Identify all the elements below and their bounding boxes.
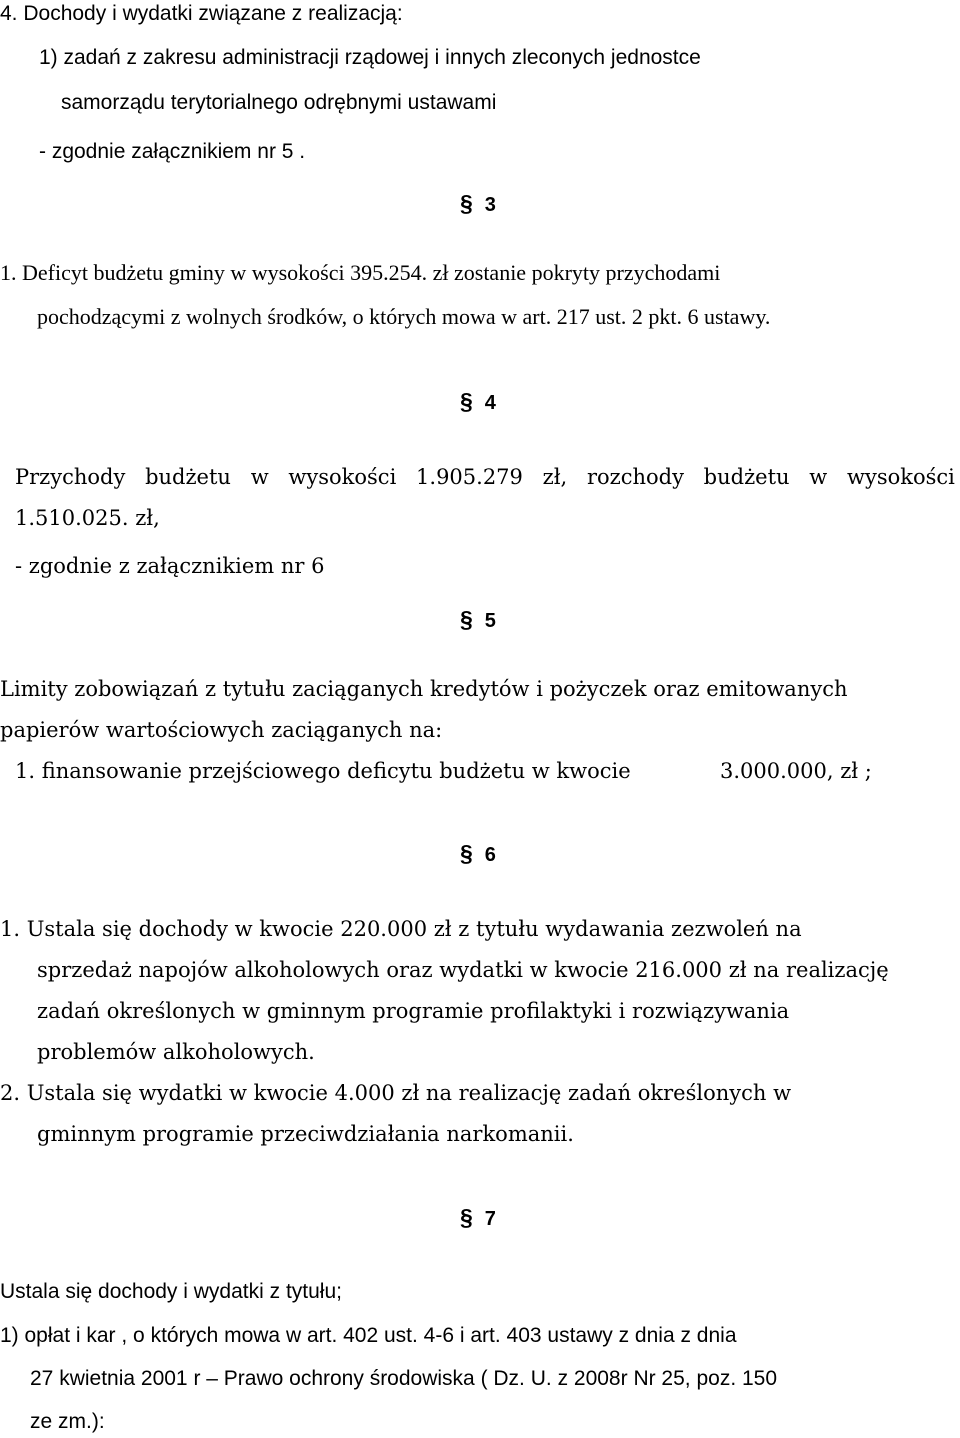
- item-4-sub-1-line-1: 1) zadań z zakresu administracji rządowej i innych zleconych jednostce: [39, 46, 701, 69]
- section-3-line-2: pochodzącymi z wolnych środków, o których mowa w art. 217 ust. 2 pkt. 6 ustawy.: [37, 304, 771, 329]
- section-sign-icon: §: [460, 388, 473, 414]
- section-4-line-1: [15, 467, 955, 488]
- section-6-item-2-line-1: 2. Ustala się wydatki w kwocie 4.000 zł na realizację zadań określonych w: [0, 1081, 792, 1105]
- section-sign-icon: §: [460, 840, 473, 866]
- section-3-heading: [460, 192, 496, 215]
- section-4-line-2: 1.510.025. zł,: [15, 506, 160, 530]
- word: Przychody: [15, 465, 126, 489]
- section-3-line-1: 1. Deficyt budżetu gminy w wysokości 395.254. zł zostanie pokryty przychodami: [0, 260, 721, 285]
- item-4-sub-1-line-2: samorządu terytorialnego odrębnymi ustawami: [61, 91, 497, 114]
- section-7-item-1-line-3: ze zm.):: [30, 1410, 105, 1433]
- section-5-line-2: papierów wartościowych zaciąganych na:: [0, 718, 443, 742]
- attachment-reference-5: - zgodnie załącznikiem nr 5 .: [39, 140, 306, 163]
- section-7-item-1-line-1: 1) opłat i kar , o których mowa w art. 402 ust. 4-6 i art. 403 ustawy z dnia z dnia: [0, 1324, 737, 1347]
- section-3-number: 3: [484, 194, 496, 216]
- word: zł,: [542, 465, 568, 489]
- item-4-heading: 4. Dochody i wydatki związane z realizacją:: [0, 2, 403, 25]
- section-5-line-1: Limity zobowiązań z tytułu zaciąganych kredytów i pożyczek oraz emitowanych: [0, 677, 848, 701]
- section-5-item-1-amount: 3.000.000, zł ;: [720, 759, 872, 783]
- word: wysokości: [288, 465, 397, 489]
- section-sign-icon: §: [460, 1204, 473, 1230]
- section-6-item-1-line-2: sprzedaż napojów alkoholowych oraz wydatki w kwocie 216.000 zł na realizację: [37, 958, 889, 982]
- section-7-line-1: Ustala się dochody i wydatki z tytułu;: [0, 1280, 342, 1303]
- attachment-reference-6: - zgodnie z załącznikiem nr 6: [15, 554, 325, 578]
- section-6-item-2-line-2: gminnym programie przeciwdziałania narkomanii.: [37, 1122, 574, 1146]
- section-6-item-1-line-1: 1. Ustala się dochody w kwocie 220.000 zł z tytułu wydawania zezwoleń na: [0, 917, 802, 941]
- word: budżetu: [703, 465, 790, 489]
- section-6-item-1-line-3: zadań określonych w gminnym programie profilaktyki i rozwiązywania: [37, 999, 790, 1023]
- word: budżetu: [145, 465, 231, 489]
- section-sign-icon: §: [460, 190, 473, 216]
- section-6-number: 6: [484, 844, 496, 866]
- section-5-heading: [460, 608, 496, 631]
- section-5-number: 5: [484, 610, 496, 632]
- section-6-item-1-line-4: problemów alkoholowych.: [37, 1040, 315, 1064]
- section-5-item-1-text: 1. finansowanie przejściowego deficytu budżetu w kwocie: [15, 759, 631, 783]
- section-sign-icon: §: [460, 606, 473, 632]
- word: rozchody: [586, 465, 684, 489]
- section-7-item-1-line-2: 27 kwietnia 2001 r – Prawo ochrony środowiska ( Dz. U. z 2008r Nr 25, poz. 150: [30, 1367, 778, 1390]
- section-4-heading: [460, 390, 496, 413]
- word: wysokości: [847, 465, 955, 489]
- section-4-number: 4: [484, 392, 496, 414]
- word: w: [250, 465, 269, 489]
- word: 1.905.279: [416, 465, 523, 489]
- word: w: [809, 465, 828, 489]
- section-7-number: 7: [484, 1208, 496, 1230]
- section-7-heading: [460, 1206, 496, 1229]
- section-6-heading: [460, 842, 496, 865]
